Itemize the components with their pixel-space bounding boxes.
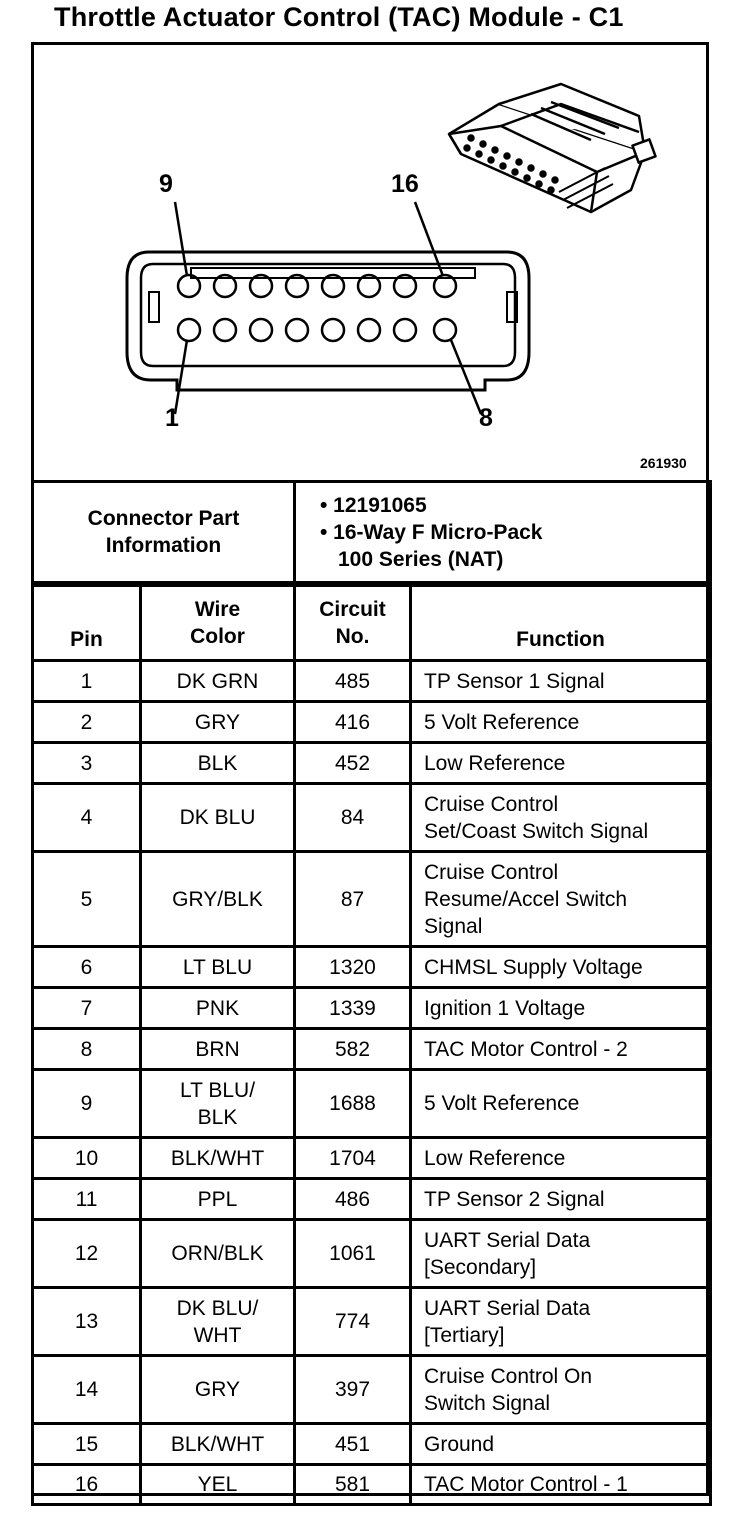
cell-function: CHMSL Supply Voltage (411, 947, 711, 988)
cell-wire-color: BLK (141, 743, 295, 784)
table-row (33, 1179, 711, 1220)
cell-pin: 6 (33, 947, 141, 988)
cell-pin: 3 (33, 743, 141, 784)
connector-info-label-line1: Connector Part (87, 507, 240, 530)
pinout-rows (33, 661, 711, 1505)
header-wire-color: Wire Color (141, 586, 295, 661)
cell-function: UART Serial Data [Secondary] (411, 1220, 711, 1288)
leader-pin8 (451, 340, 481, 414)
table-row (33, 1029, 711, 1070)
cell-circuit: 452 (295, 743, 411, 784)
connector-key-bar (191, 268, 475, 278)
table-row (33, 947, 711, 988)
cell-wire-color: PPL (141, 1179, 295, 1220)
cell-pin: 13 (33, 1288, 141, 1356)
callout-pin-16: 16 (391, 170, 419, 198)
cell-function: Ignition 1 Voltage (411, 988, 711, 1029)
header-function: Function (411, 586, 711, 661)
cell-circuit: 1704 (295, 1138, 411, 1179)
connector-latch-left (149, 292, 159, 322)
callout-pin-8: 8 (479, 404, 493, 432)
connector-diagram (31, 42, 709, 480)
cell-wire-color: GRY (141, 702, 295, 743)
connector-info-label (33, 482, 295, 583)
cell-function: Ground (411, 1424, 711, 1465)
cell-pin: 9 (33, 1070, 141, 1138)
cell-circuit: 1320 (295, 947, 411, 988)
cell-wire-color: LT BLU (141, 947, 295, 988)
cell-pin: 16 (33, 1465, 141, 1505)
cell-function: TAC Motor Control - 2 (411, 1029, 711, 1070)
table-row (33, 1288, 711, 1356)
cell-pin: 12 (33, 1220, 141, 1288)
cell-function: Cruise Control Resume/Accel Switch Signal (411, 852, 711, 947)
cell-pin: 5 (33, 852, 141, 947)
cell-circuit: 486 (295, 1179, 411, 1220)
connector-type: • 16-Way F Micro-Pack (320, 520, 543, 544)
cell-wire-color: PNK (141, 988, 295, 1029)
pin-row-bottom (178, 319, 456, 341)
table-row (33, 988, 711, 1029)
cell-wire-color: GRY (141, 1356, 295, 1424)
cell-circuit: 1339 (295, 988, 411, 1029)
cell-pin: 4 (33, 784, 141, 852)
cell-circuit: 84 (295, 784, 411, 852)
cell-wire-color: BLK/WHT (141, 1424, 295, 1465)
cell-circuit: 87 (295, 852, 411, 947)
cell-pin: 7 (33, 988, 141, 1029)
cell-function: TAC Motor Control - 1 (411, 1465, 711, 1505)
cell-circuit: 1061 (295, 1220, 411, 1288)
cell-function: TP Sensor 1 Signal (411, 661, 711, 702)
connector-info-label-line2: Information (105, 534, 222, 557)
cell-function: TP Sensor 2 Signal (411, 1179, 711, 1220)
cell-function: UART Serial Data [Tertiary] (411, 1288, 711, 1356)
cell-wire-color: BRN (141, 1029, 295, 1070)
table-row (33, 1138, 711, 1179)
cell-circuit: 582 (295, 1029, 411, 1070)
cell-wire-color: GRY/BLK (141, 852, 295, 947)
table-row (33, 1424, 711, 1465)
table-row (33, 702, 711, 743)
cell-circuit: 416 (295, 702, 411, 743)
table-row (33, 1220, 711, 1288)
callout-pin-1: 1 (165, 404, 179, 432)
cell-function: 5 Volt Reference (411, 1070, 711, 1138)
cell-wire-color: DK GRN (141, 661, 295, 702)
cell-circuit: 581 (295, 1465, 411, 1505)
part-number: • 12191065 (320, 493, 427, 517)
connector-face-drawing (31, 42, 709, 480)
table-row (33, 784, 711, 852)
cell-pin: 10 (33, 1138, 141, 1179)
cell-wire-color: YEL (141, 1465, 295, 1505)
connector-info-table (31, 480, 712, 584)
table-row (33, 1356, 711, 1424)
cell-wire-color: BLK/WHT (141, 1138, 295, 1179)
table-row (33, 661, 711, 702)
table-row (33, 1465, 711, 1505)
callout-pin-9: 9 (159, 170, 173, 198)
cell-pin: 14 (33, 1356, 141, 1424)
cell-pin: 11 (33, 1179, 141, 1220)
header-pin: Pin (33, 586, 141, 661)
cell-wire-color: LT BLU/ BLK (141, 1070, 295, 1138)
page-title: Throttle Actuator Control (TAC) Module - C1 (54, 2, 624, 32)
cell-circuit: 1688 (295, 1070, 411, 1138)
pinout-table (31, 584, 712, 1506)
cell-function: Low Reference (411, 1138, 711, 1179)
cell-function: Low Reference (411, 743, 711, 784)
cell-wire-color: DK BLU (141, 784, 295, 852)
table-row (33, 743, 711, 784)
cell-function: Cruise Control On Switch Signal (411, 1356, 711, 1424)
cell-pin: 1 (33, 661, 141, 702)
figure-id: 261930 (640, 455, 687, 471)
cell-circuit: 451 (295, 1424, 411, 1465)
cell-function: 5 Volt Reference (411, 702, 711, 743)
table-row (33, 852, 711, 947)
cell-function: Cruise Control Set/Coast Switch Signal (411, 784, 711, 852)
connector-info-list (295, 482, 711, 583)
cell-circuit: 485 (295, 661, 411, 702)
cell-wire-color: DK BLU/ WHT (141, 1288, 295, 1356)
cell-pin: 2 (33, 702, 141, 743)
table-row (33, 1070, 711, 1138)
cell-pin: 8 (33, 1029, 141, 1070)
header-circuit-no: Circuit No. (295, 586, 411, 661)
connector-isometric-icon (449, 84, 656, 212)
cell-pin: 15 (33, 1424, 141, 1465)
cell-circuit: 397 (295, 1356, 411, 1424)
leader-pin1 (175, 340, 187, 414)
cell-wire-color: ORN/BLK (141, 1220, 295, 1288)
cell-circuit: 774 (295, 1288, 411, 1356)
connector-series: 100 Series (NAT) (338, 547, 504, 571)
